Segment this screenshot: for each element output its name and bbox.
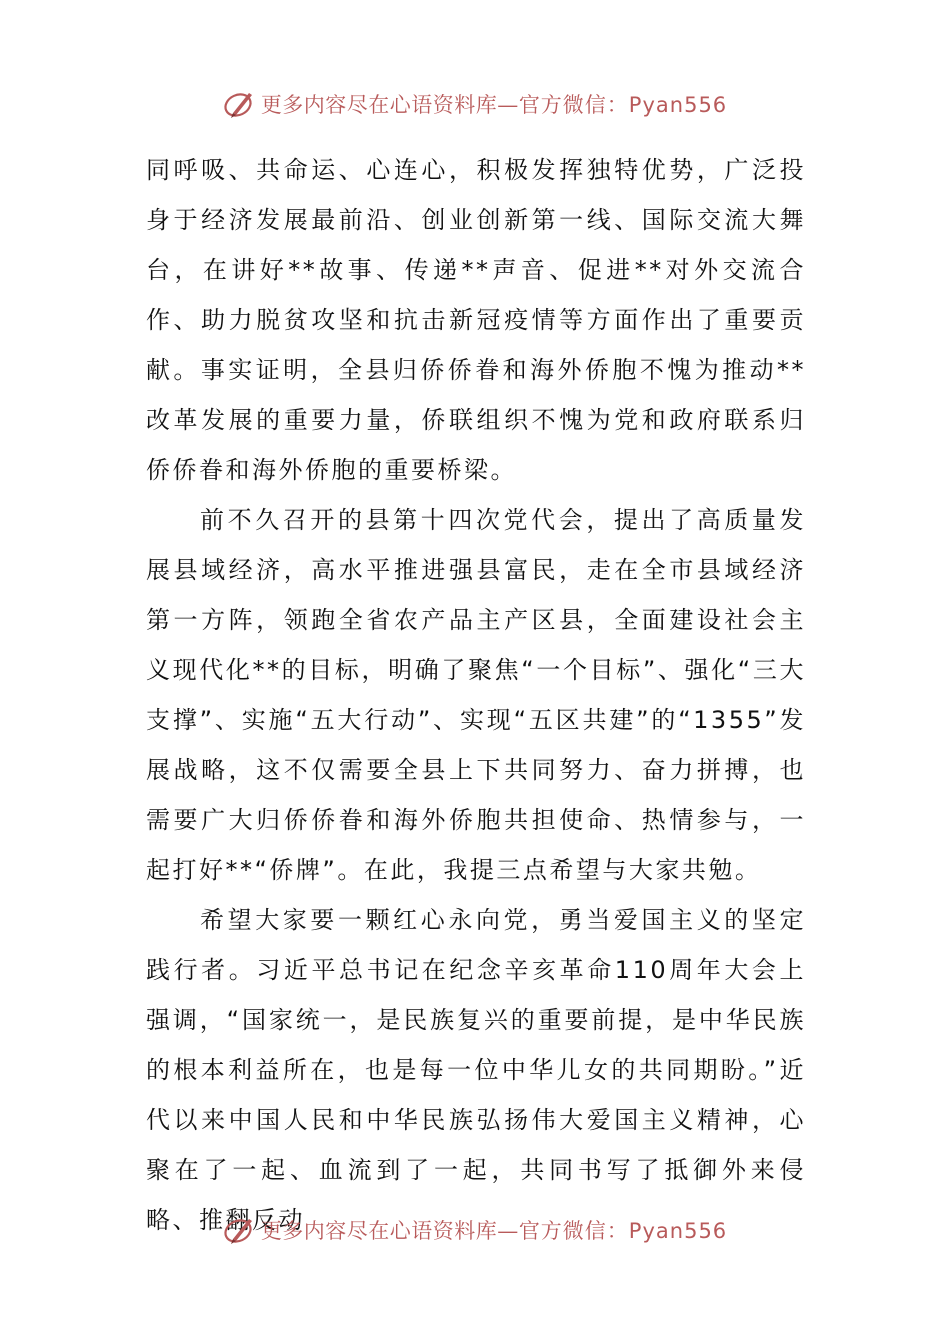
paragraph-2: 前不久召开的县第十四次党代会，提出了高质量发展县域经济，高水平推进强县富民，走在全市县域经济第一方阵，领跑全省农产品主产区县，全面建设社会主义现代化**的目标，明确了聚焦“一个目标”、强化“三大支撑”、实施“五大行动”、实现“五区共建”的“1355”发展战略，这不仅需要全县上下共同努力、奋力拼搏，也需要广大归侨侨眷和海外侨胞共担使命、热情参与，一起打好**“侨牌”。在此，我提三点希望与大家共勉。	[146, 506, 806, 884]
pen-swirl-logo-icon	[223, 1213, 257, 1247]
footer-wechat-text: 官方微信：Pyan556	[518, 1219, 728, 1243]
footer-watermark-banner	[0, 1210, 950, 1250]
pen-swirl-logo-icon	[223, 87, 257, 121]
paragraph-3: 希望大家要一颗红心永向党，勇当爱国主义的坚定践行者。习近平总书记在纪念辛亥革命110周年大会上强调，“国家统一，是民族复兴的重要前提，是中华民族的根本利益所在，也是每一位中华儿女的共同期盼。”近代以来中国人民和中华民族弘扬伟大爱国主义精神，心聚在了一起、血流到了一起，共同书写了抵御外来侵略、推翻反动	[146, 906, 806, 1234]
paragraph-1: 同呼吸、共命运、心连心，积极发挥独特优势，广泛投身于经济发展最前沿、创业创新第一线、国际交流大舞台，在讲好**故事、传递**声音、促进**对外交流合作、助力脱贫攻坚和抗击新冠疫情等方面作出了重要贡献。事实证明，全县归侨侨眷和海外侨胞不愧为推动**改革发展的重要力量，侨联组织不愧为党和政府联系归侨侨眷和海外侨胞的重要桥梁。	[146, 156, 806, 484]
header-site-text: 更多内容尽在心语资料库—	[260, 93, 519, 117]
header-watermark-banner	[0, 84, 950, 124]
document-body	[146, 145, 806, 1245]
footer-site-text: 更多内容尽在心语资料库—	[260, 1219, 519, 1243]
header-wechat-text: 官方微信：Pyan556	[518, 93, 728, 117]
